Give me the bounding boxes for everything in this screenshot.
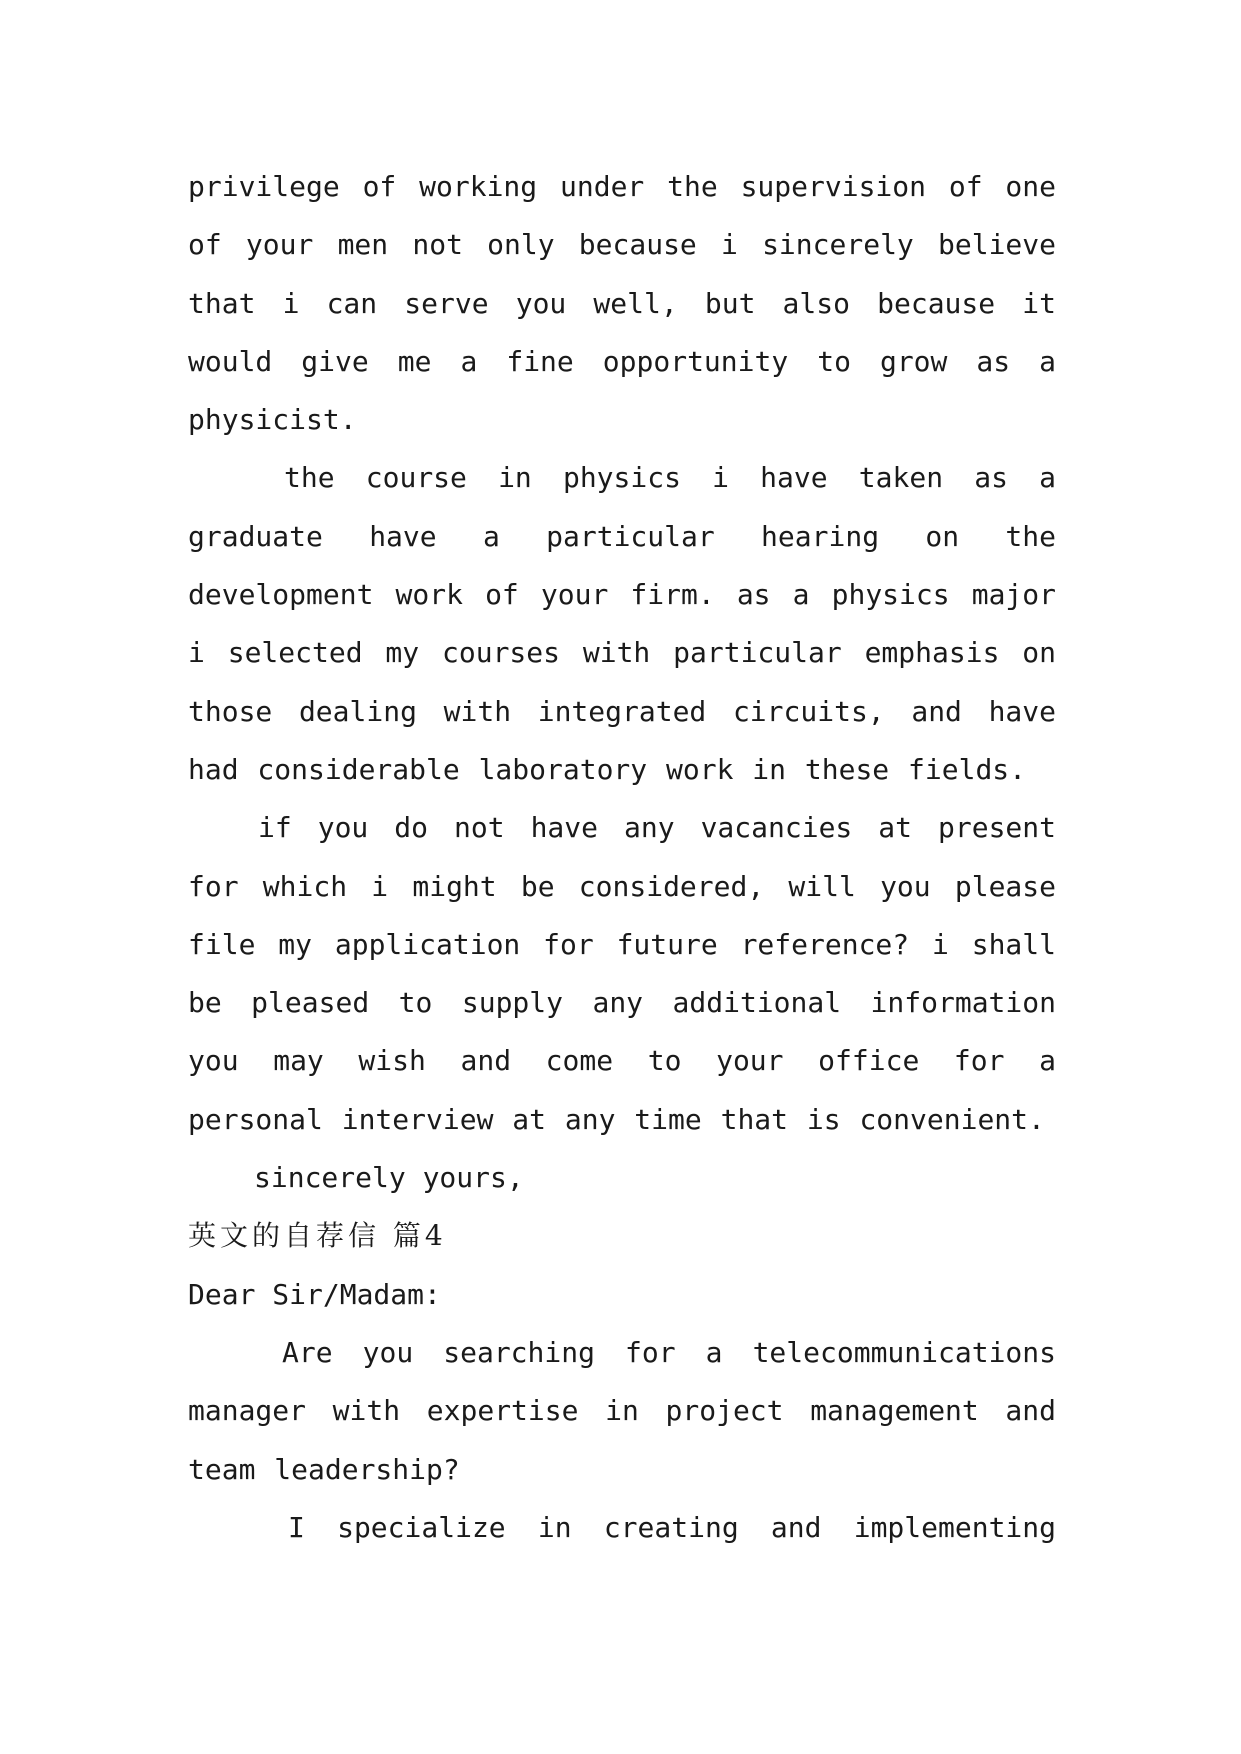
paragraph-intro-question: Are you searching for a telecommunications manager with expertise in project management and team leadership? (188, 1335, 1056, 1486)
paragraph-specialize: I specialize in creating and implementing (288, 1510, 1056, 1544)
salutation: Dear Sir/Madam: (188, 1277, 441, 1311)
section-heading: 英文的自荐信 篇4 (188, 1219, 447, 1253)
paragraph-continued: privilege of working under the supervision of one of your men not only because i sincerely believe that i can serve you well, but also because it would give me a fine opportunity to grow as a physicist. (188, 170, 1056, 437)
paragraph-vacancies: if you do not have any vacancies at present for which i might be considered, will you please file my application for future reference? i shall be pleased to supply any additional information you may wish and come to your office for a personal interview at any time that is convenient. (188, 811, 1056, 1136)
closing-line: sincerely yours, (254, 1161, 524, 1195)
paragraph-physics-courses: the course in physics i have taken as a graduate have a particular hearing on the development work of your firm. as a physics major i selected my courses with particular emphasis on those dealing with integrated circuits, and have had considerable laboratory work in these fields. (188, 461, 1056, 786)
document-body (188, 158, 1056, 1557)
